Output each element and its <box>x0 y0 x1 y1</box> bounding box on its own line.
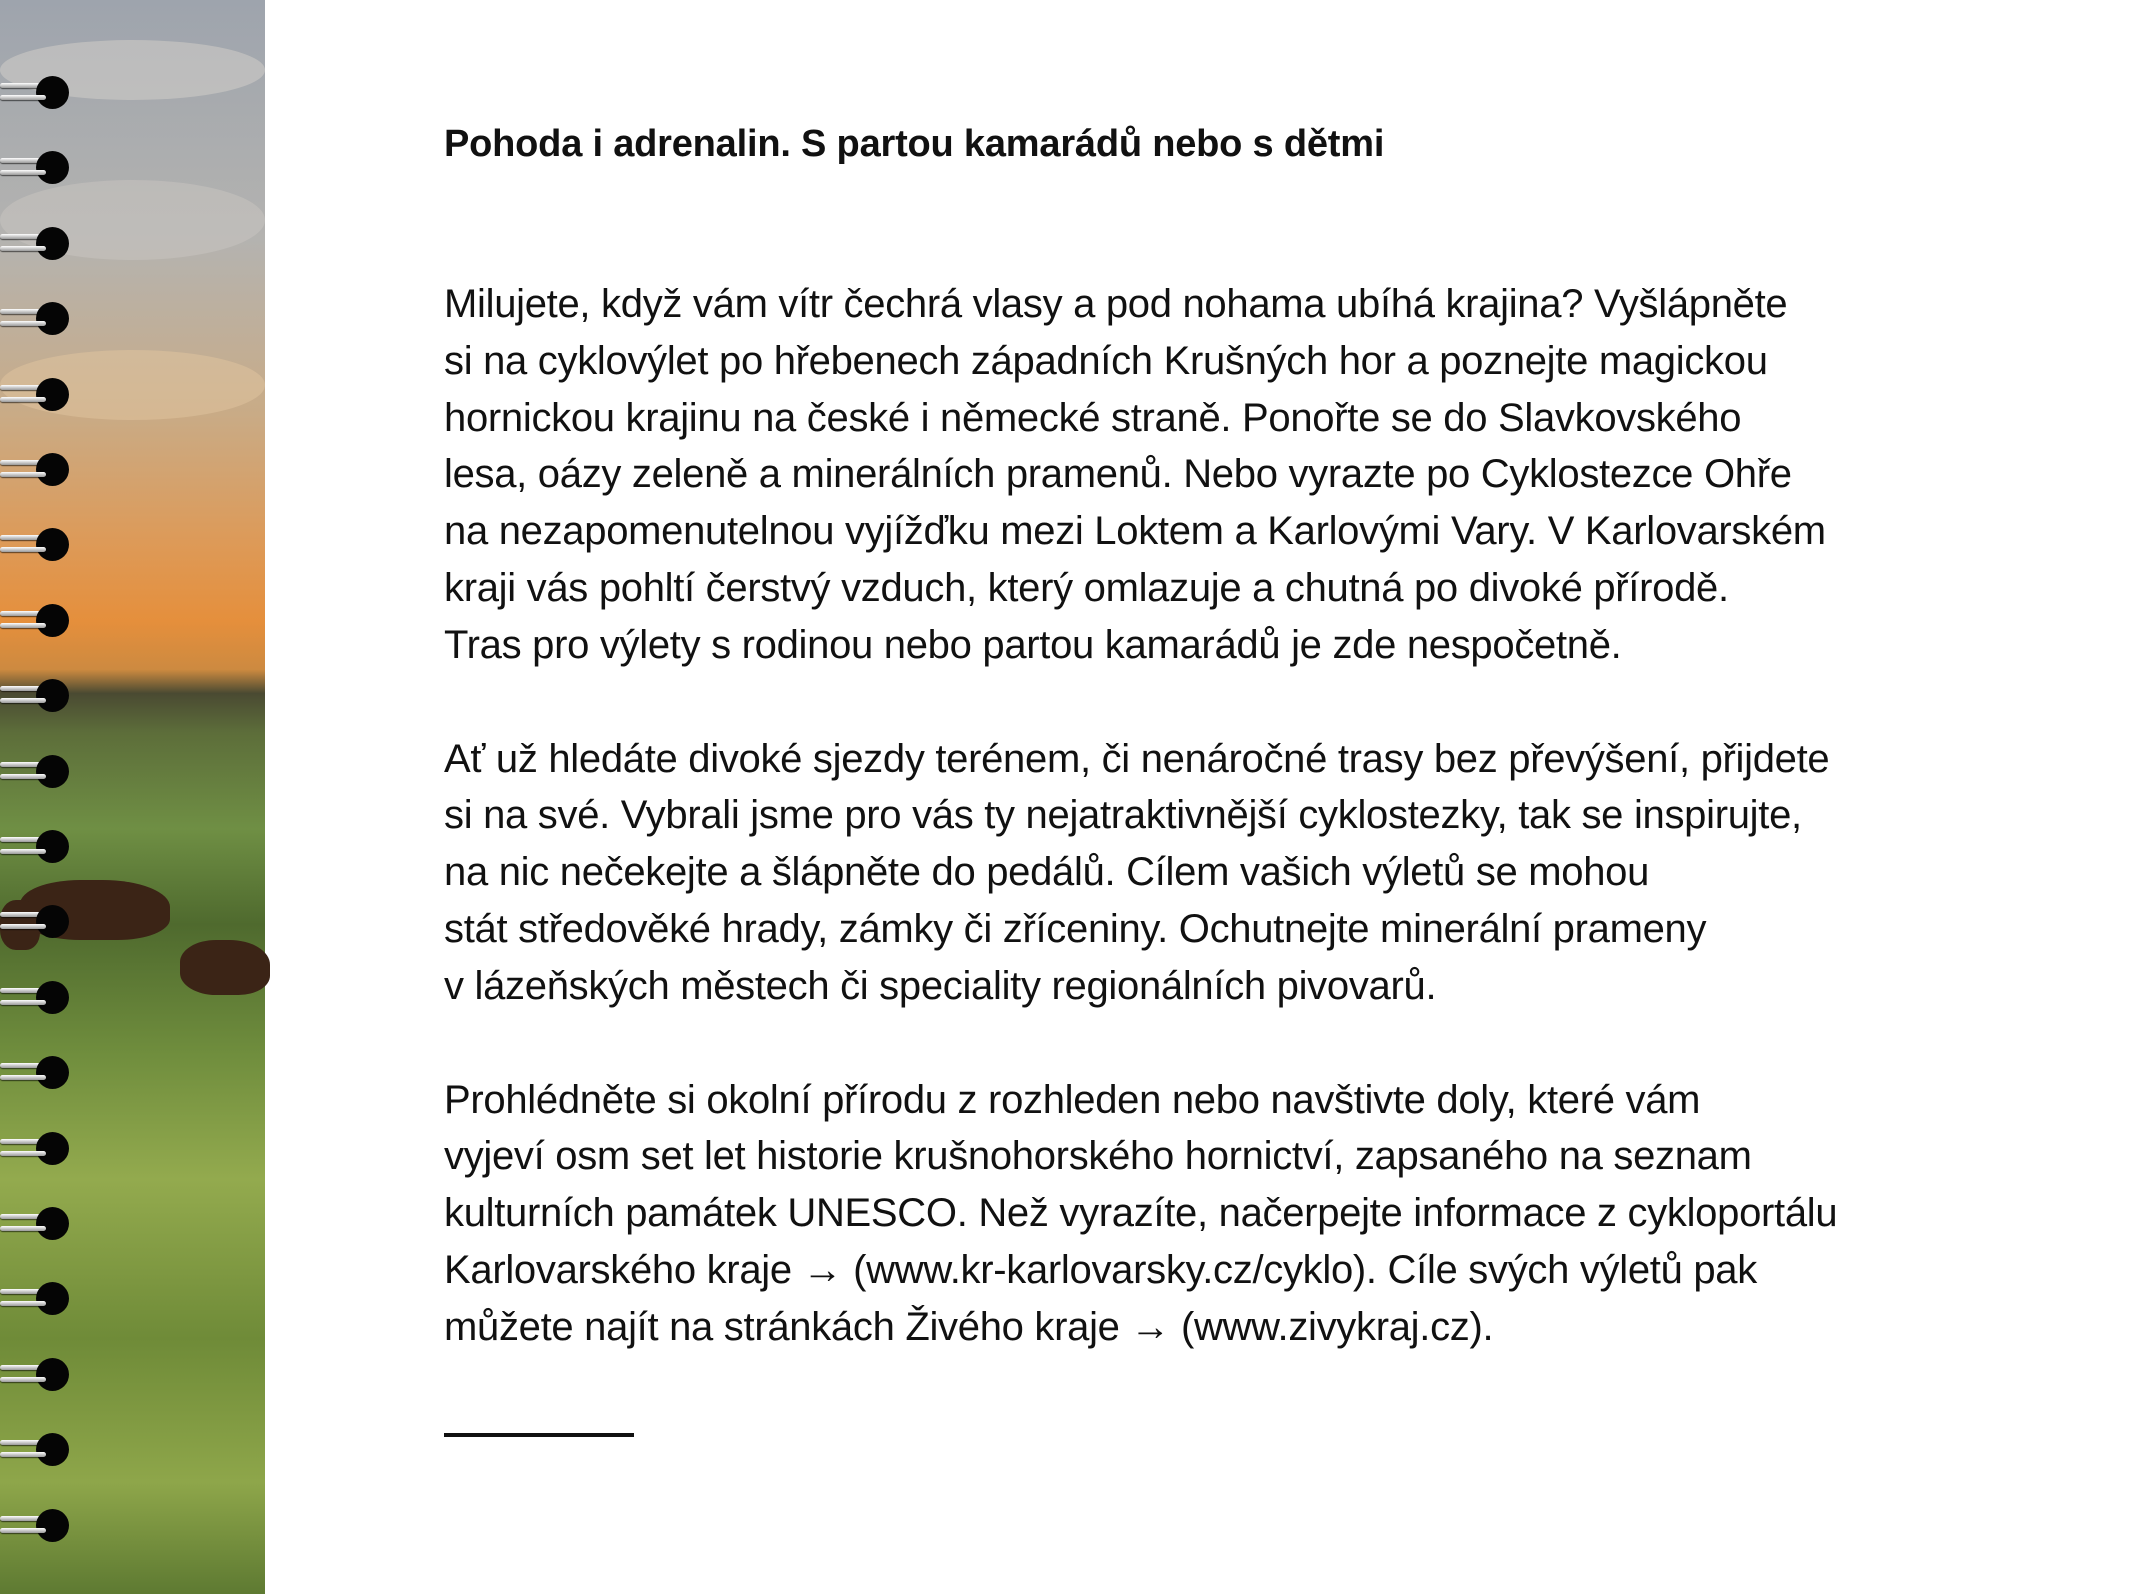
binding-hole <box>36 1509 69 1542</box>
binding-hole <box>36 1358 69 1391</box>
spiral-binding-ring-icon <box>0 74 72 110</box>
spiral-binding-ring-icon <box>0 602 72 638</box>
binding-wire <box>0 623 46 628</box>
spiral-binding-ring-icon <box>0 225 72 261</box>
binding-wire <box>0 1452 46 1457</box>
paragraph-line: si na své. Vybrali jsme pro vás ty nejatraktivnější cyklostezky, tak se inspirujte, <box>444 793 1802 838</box>
binding-hole <box>36 76 69 109</box>
binding-hole <box>36 755 69 788</box>
spiral-binding-ring-icon <box>0 1431 72 1467</box>
paragraph-line: Karlovarského kraje → (www.kr-karlovarsky.cz/cyklo). Cíle svých výletů pak <box>444 1247 1757 1292</box>
page-heading: Pohoda i adrenalin. S partou kamarádů nebo s dětmi <box>444 123 1385 165</box>
spiral-binding-ring-icon <box>0 451 72 487</box>
binding-hole <box>36 528 69 561</box>
binding-wire <box>0 774 46 779</box>
binding-wire <box>0 321 46 326</box>
paragraph-line: kraji vás pohltí čerstvý vzduch, který omlazuje a chutná po divoké přírodě. <box>444 565 1729 610</box>
paragraph-line: na nic nečekejte a šlápněte do pedálů. Cílem vašich výletů se mohou <box>444 850 1650 895</box>
spiral-binding-ring-icon <box>0 376 72 412</box>
paragraph-line: Prohlédněte si okolní přírodu z rozhleden nebo navštivte doly, které vám <box>444 1077 1701 1122</box>
paragraph-1 <box>444 276 2084 674</box>
paragraph-line: v lázeňských městech či speciality regionálních pivovarů. <box>444 963 1437 1008</box>
binding-wire <box>0 698 46 703</box>
binding-hole <box>36 302 69 335</box>
paragraph-line: Ať už hledáte divoké sjezdy terénem, či nenáročné trasy bez převýšení, přijdete <box>444 736 1830 781</box>
binding-wire <box>0 1377 46 1382</box>
spiral-binding-ring-icon <box>0 1054 72 1090</box>
binding-wire <box>0 1226 46 1231</box>
binding-wire <box>0 472 46 477</box>
spiral-binding-ring-icon <box>0 1130 72 1166</box>
spiral-binding-ring-icon <box>0 149 72 185</box>
paragraph-line: si na cyklovýlet po hřebenech západních Krušných hor a poznejte magickou <box>444 338 1768 383</box>
text-column <box>444 118 2084 1356</box>
binding-hole <box>36 1132 69 1165</box>
paragraph-line: hornickou krajinu na české i německé straně. Ponořte se do Slavkovského <box>444 395 1742 440</box>
binding-wire <box>0 1075 46 1080</box>
paragraph-line: na nezapomenutelnou vyjížďku mezi Loktem a Karlovými Vary. V Karlovarském <box>444 509 1826 554</box>
spiral-binding-ring-icon <box>0 526 72 562</box>
spiral-binding-ring-icon <box>0 903 72 939</box>
binding-hole <box>36 227 69 260</box>
closing-divider <box>444 1433 634 1437</box>
binding-hole <box>36 1207 69 1240</box>
binding-wire <box>0 924 46 929</box>
binding-hole <box>36 679 69 712</box>
cow-silhouette <box>180 940 270 995</box>
binding-hole <box>36 453 69 486</box>
spiral-binding-ring-icon <box>0 828 72 864</box>
binding-wire <box>0 397 46 402</box>
binding-wire <box>0 1151 46 1156</box>
spiral-binding-ring-icon <box>0 1507 72 1543</box>
paragraph-line: stát středověké hrady, zámky či zříceniny. Ochutnejte minerální prameny <box>444 906 1707 951</box>
spiral-binding-ring-icon <box>0 1356 72 1392</box>
binding-wire <box>0 1528 46 1533</box>
paragraph-3 <box>444 1072 2084 1356</box>
spiral-binding-ring-icon <box>0 677 72 713</box>
paragraph-line: lesa, oázy zeleně a minerálních pramenů. Nebo vyrazte po Cyklostezce Ohře <box>444 452 1792 497</box>
paragraph-2 <box>444 731 2084 1015</box>
binding-wire <box>0 1301 46 1306</box>
binding-hole <box>36 905 69 938</box>
paragraph-line: Milujete, když vám vítr čechrá vlasy a pod nohama ubíhá krajina? Vyšlápněte <box>444 282 1788 326</box>
binding-hole <box>36 1056 69 1089</box>
binding-wire <box>0 170 46 175</box>
spiral-binding-ring-icon <box>0 1205 72 1241</box>
spiral-binding-ring-icon <box>0 1280 72 1316</box>
paragraph-line: můžete najít na stránkách Živého kraje → (www.zivykraj.cz). <box>444 1304 1494 1349</box>
binding-hole <box>36 1282 69 1315</box>
binding-wire <box>0 1000 46 1005</box>
spiral-binding-ring-icon <box>0 753 72 789</box>
binding-hole <box>36 378 69 411</box>
binding-hole <box>36 1433 69 1466</box>
binding-hole <box>36 151 69 184</box>
paragraph-line: Tras pro výlety s rodinou nebo partou kamarádů je zde nespočetně. <box>444 622 1622 667</box>
binding-hole <box>36 604 69 637</box>
binding-hole <box>36 830 69 863</box>
binding-wire <box>0 547 46 552</box>
binding-hole <box>36 981 69 1014</box>
paragraph-line: vyjeví osm set let historie krušnohorského hornictví, zapsaného na seznam <box>444 1134 1752 1179</box>
paragraph-line: kulturních památek UNESCO. Než vyrazíte, načerpejte informace z cykloportálu <box>444 1191 1838 1236</box>
binding-wire <box>0 849 46 854</box>
spiral-binding-ring-icon <box>0 979 72 1015</box>
spiral-binding-ring-icon <box>0 300 72 336</box>
binding-wire <box>0 246 46 251</box>
binding-wire <box>0 95 46 100</box>
